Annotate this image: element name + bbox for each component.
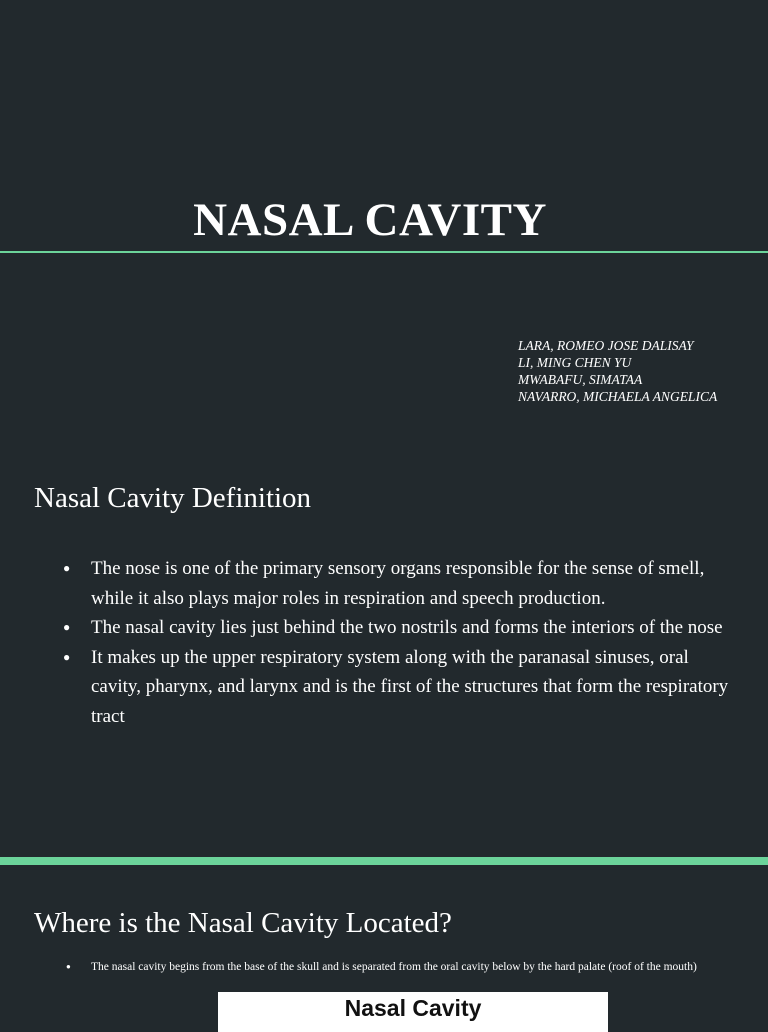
bullet-item <box>66 959 736 975</box>
title-divider <box>0 251 768 253</box>
bullet-text: The nose is one of the primary sensory organs responsible for the sense of smell, while it also plays major roles in respiration and speech production. <box>91 558 705 609</box>
author-list <box>518 337 717 405</box>
bullet-list <box>63 554 733 731</box>
bullet-dot-icon: ● <box>66 962 71 971</box>
definition-slide <box>0 430 768 858</box>
author-name: NAVARRO, MICHAELA ANGELICA <box>518 389 718 404</box>
author-name: MWABAFU, SIMATAA <box>518 372 643 387</box>
figure-title: Nasal Cavity <box>344 995 482 1021</box>
bullet-item <box>63 613 733 643</box>
bullet-text: The nasal cavity lies just behind the two nostrils and forms the interiors of the nose <box>91 617 723 638</box>
slide-separator <box>0 857 768 865</box>
slide-heading: Where is the Nasal Cavity Located? <box>34 907 452 939</box>
bullet-dot-icon: ● <box>63 561 71 575</box>
bullet-text: It makes up the upper respiratory system along with the paranasal sinuses, oral cavity, pharynx, and larynx and is the first of the structures that form the respiratory tract <box>91 646 729 727</box>
bullet-dot-icon: ● <box>63 620 71 634</box>
bullet-item <box>63 643 733 732</box>
slide-heading: Nasal Cavity Definition <box>34 482 312 514</box>
bullet-text: The nasal cavity begins from the base of the skull and is separated from the oral cavity below by the hard palate (roof of the mouth) <box>91 961 697 973</box>
location-slide <box>0 865 768 1024</box>
bullet-dot-icon: ● <box>63 649 71 664</box>
presentation-title: NASAL CAVITY <box>193 194 547 246</box>
bullet-list <box>66 959 736 975</box>
author-name: LARA, ROMEO JOSE DALISAY <box>518 338 694 353</box>
author-name: LI, MING CHEN YU <box>518 355 632 370</box>
bullet-item <box>63 554 733 613</box>
title-slide <box>0 0 768 430</box>
nasal-cavity-figure <box>218 992 608 1032</box>
